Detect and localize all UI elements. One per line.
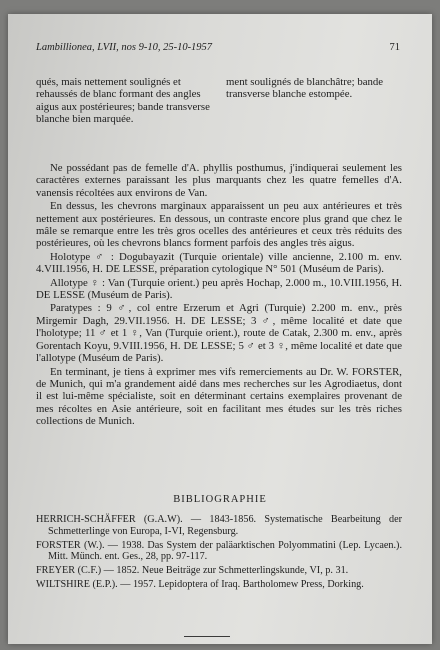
paragraph-paratypes: Paratypes : 9 ♂, col entre Erzerum et Agri (Turquie) 2.200 m. env., près Mirgemir Dagh, 29.VII.1956. H. DE LESSE; 3 ♂, même localité et date que l'holotype; 11 ♂ et 1 ♀, Van (Turquie orient.), route de Catak, 2.300 m. env., après Gorentach Koyu, 9.VIII.1956, H. DE LESSE; 5 ♂ et 3 ♀, même localité et date que l'allotype (Muséum de Paris). xyxy=(36,302,402,365)
right-column xyxy=(226,76,402,126)
paragraph-acknowledgements: En terminant, je tiens à exprimer mes vifs remerciements au Dr. W. FORSTER, de Munich, qui m'a grandement aidé dans mes recherches sur les Agrodiaetus, dont il est lui-même spécialiste, soit en déterminant certains exemplaires provenant de mes récoltes en Asie antérieure, soit en facilitant mes études sur les très riches collections de Munich. xyxy=(36,365,402,428)
paragraph-holotype: Holotype ♂ : Dogubayazit (Turquie orientale) ville ancienne, 2.100 m. env. 4.VIII.1956, H. DE LESSE, préparation cytologique N° 501 (Muséum de Paris). xyxy=(36,250,402,276)
body-text xyxy=(36,162,402,428)
bibliography-entry: FORSTER (W.). — 1938. Das System der paläarktischen Polyommatini (Lep. Lycaen.). Mitt. Münch. ent. Ges., 28, pp. 97-117. xyxy=(36,539,402,563)
bibliography-list xyxy=(36,514,402,593)
page-number: 71 xyxy=(389,42,400,53)
bibliography-heading: BIBLIOGRAPHIE xyxy=(173,494,267,505)
journal-citation: Lambillionea, LVII, nos 9-10, 25-10-1957 xyxy=(36,42,213,53)
left-column-text: qués, mais nettement soulignés et rehaussés de blanc formant des angles aigus aux postérieures; bande transverse blanche bien marquée. xyxy=(36,76,210,126)
two-column-continuation xyxy=(36,76,402,126)
bibliography-entry: WILTSHIRE (E.P.). — 1957. Lepidoptera of Iraq. Bartholomew Press, Dorking. xyxy=(36,578,364,590)
running-header xyxy=(36,42,400,53)
paragraph-allotype: Allotype ♀ : Van (Turquie orient.) peu après Hochap, 2.000 m., 10.VIII.1956, H. DE LESSE (Muséum de Paris). xyxy=(36,276,402,302)
paragraph-female-description: Ne possédant pas de femelle d'A. phyllis posthumus, j'indiquerai seulement les caractères externes paraissant les plus marquants chez les quatre femelles d'A. vanensis récoltées aux environs de Van. xyxy=(36,162,402,199)
scanned-page xyxy=(8,14,432,644)
bibliography-entry: HERRICH-SCHÄFFER (G.A.W). — 1843-1856. Systematische Bearbeitung der Schmetterlinge von Europa, I-VI, Regensburg. xyxy=(36,514,402,537)
right-column-text: ment soulignés de blanchâtre; bande transverse blanche estompée. xyxy=(226,76,384,101)
end-rule xyxy=(184,636,230,637)
bibliography-entry: FREYER (C.F.) — 1852. Neue Beiträge zur Schmetterlingskunde, VI, p. 31. xyxy=(36,565,349,577)
left-column xyxy=(36,76,212,126)
paragraph-upperside: En dessus, les chevrons marginaux apparaissent un peu aux antérieures et très nettement aux postérieures. En dessous, un contraste encore plus grand que chez le mâle se remarque entre les très gros ocelles des antérieures et ceux très réduits des postérieures, où les chevrons blancs forment parfois des angles très aigus. xyxy=(36,200,402,250)
